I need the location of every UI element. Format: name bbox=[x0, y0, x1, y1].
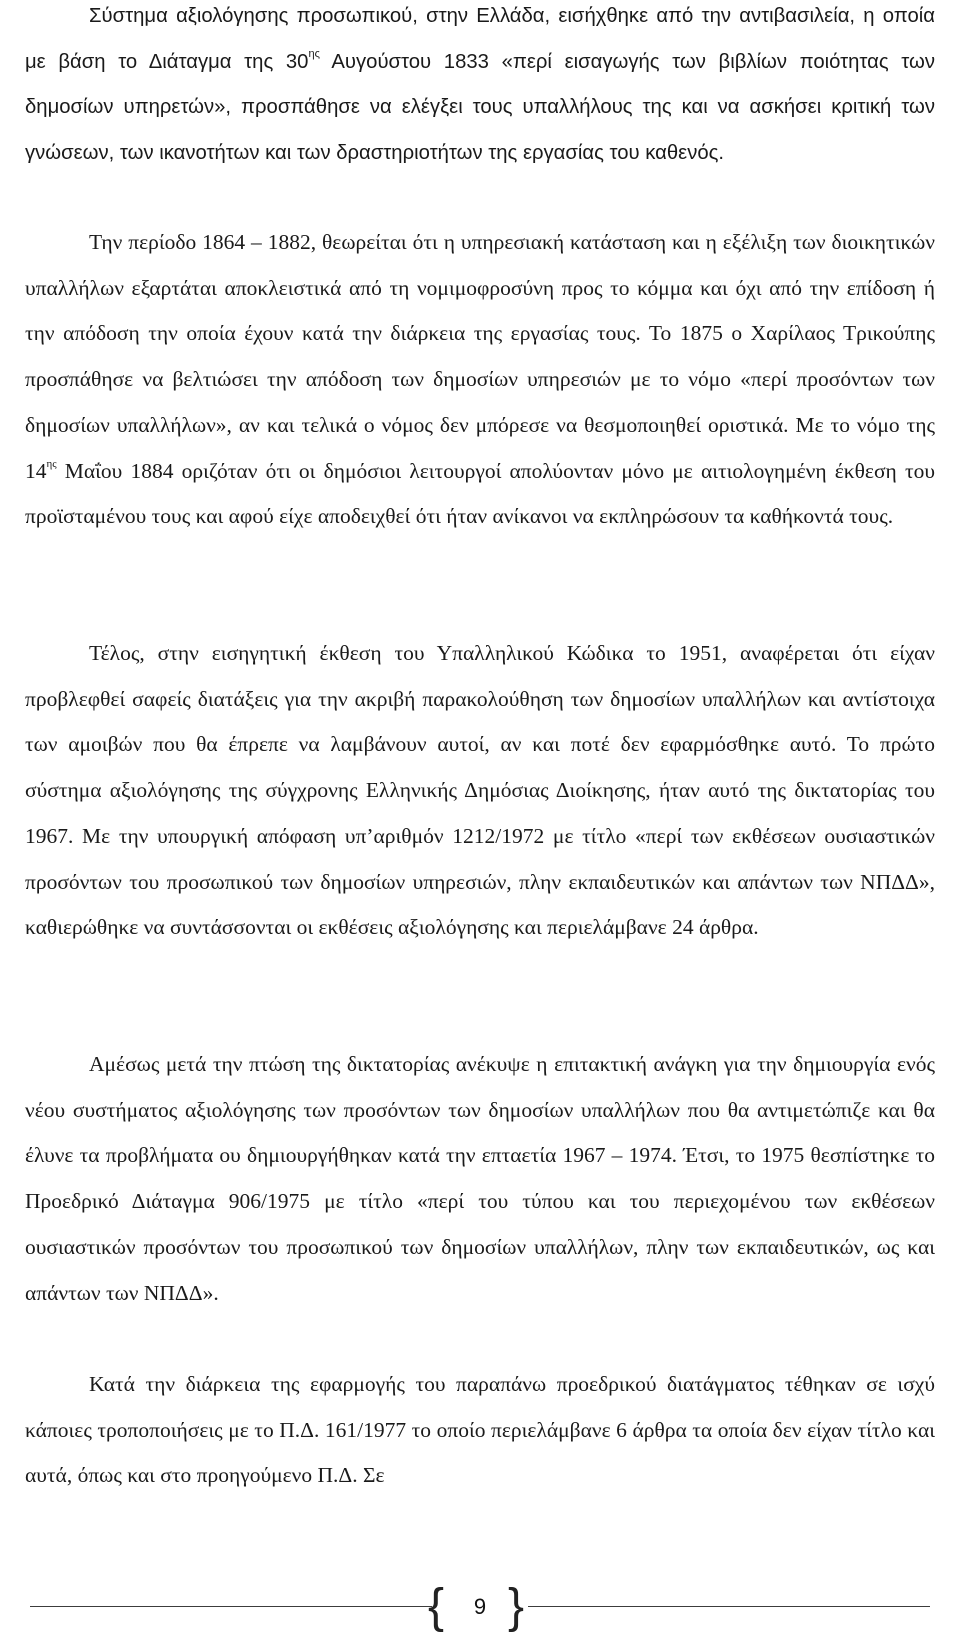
footer-left-bracket: { bbox=[428, 1580, 445, 1633]
paragraph-3: Τέλος, στην εισηγητική έκθεση του Υπαλληλικού Κώδικα το 1951, αναφέρεται ότι είχαν προβλεφθεί σαφείς διατάξεις για την ακριβή παρακολούθηση των δημοσίων υπαλλήλων και αντίστοιχα των αμοιβών που θα έπρεπε να λαμβάνουν αυτοί, αν και ποτέ δεν εφαρμόσθηκε αυτό. Το πρώτο σύστημα αξιολόγησης της σύγχρονης Ελληνικής Δημόσιας Διοίκησης, ήταν αυτό της δικτατορίας του 1967. Με την υπουργική απόφαση υπ’αριθμόν 1212/1972 με τίτλο «περί των εκθέσεων ουσιαστικών προσόντων του προσωπικού των δημοσίων υπηρεσιών, πλην εκπαιδευτικών και απάντων των ΝΠΔΔ», καθιερώθηκε να συντάσσονται οι εκθέσεις αξιολόγησης και περιελάμβανε 24 άρθρα. bbox=[25, 641, 935, 940]
paragraph-4: Αμέσως μετά την πτώση της δικτατορίας ανέκυψε η επιτακτική ανάγκη για την δημιουργία ενός νέου συστήματος αξιολόγησης των προσόντων των δημοσίων υπαλλήλων που θα αντιμετώπιζε και θα έλυνε τα προβλήματα ου δημιουργήθηκαν κατά την επταετία 1967 – 1974. Έτσι, το 1975 θεσπίστηκε το Προεδρικό Διάταγμα 906/1975 με τίτλο «περί του τύπου και του περιεχομένου των εκθέσεων ουσιαστικών προσόντων του προσωπικού των δημοσίων υπαλλήλων, πλην των εκπαιδευτικών, ως και απάντων των ΝΠΔΔ». bbox=[25, 1052, 935, 1305]
footer-rule-right bbox=[528, 1606, 930, 1607]
ordinal-superscript: ης bbox=[46, 457, 57, 470]
ordinal-superscript: ης bbox=[308, 47, 320, 60]
paragraph-2-text-b: Μαΐου 1884 οριζόταν ότι οι δημόσιοι λειτουργοί απολύονταν μόνο με αιτιολογημένη έκθεση του προϊσταμένου τους και αφού είχε αποδειχθεί ότι ήταν ανίκανοι να εκπληρώσουν τα καθήκοντά τους. bbox=[25, 458, 935, 529]
footer-right-bracket: } bbox=[508, 1580, 525, 1633]
page-footer bbox=[0, 1580, 960, 1633]
footer-rule-left bbox=[30, 1606, 432, 1607]
paragraph-1 bbox=[25, 0, 935, 177]
page-number: 9 bbox=[473, 1594, 487, 1619]
paragraph-1-text-a: Σύστημα αξιολόγησης προσωπικού, στην Ελλάδα, εισήχθηκε από την αντιβασιλεία, η οποία με βάση το Διάταγμα της 30 bbox=[25, 5, 935, 73]
paragraph-5: Κατά την διάρκεια της εφαρμογής του παραπάνω προεδρικού διατάγματος τέθηκαν σε ισχύ κάποιες τροποποιήσεις με το Π.Δ. 161/1977 το οποίο περιελάμβανε 6 άρθρα τα οποία δεν είχαν τίτλο και αυτά, όπως και στο προηγούμενο Π.Δ. Σε bbox=[25, 1372, 935, 1488]
paragraph-1-text-b: Αυγούστου 1833 «περί εισαγωγής των βιβλίων ποιότητας των δημοσίων υπηρετών», προσπάθησε να ελέγξει τους υπαλλήλους της και να ασκήσει κριτική των γνώσεων, των ικανοτήτων και των δραστηριοτήτων της εργασίας του καθενός. bbox=[25, 50, 935, 165]
paragraph-2-text-a: Την περίοδο 1864 – 1882, θεωρείται ότι η υπηρεσιακή κατάσταση και η εξέλιξη των διοικητικών υπαλλήλων εξαρτάται αποκλειστικά από τη νομιμοφροσύνη προς το κόμμα και όχι από την επίδοση ή την απόδοση την οποία έχουν κατά την διάρκεια της εργασίας τους. Το 1875 ο Χαρίλαος Τρικούπης προσπάθησε να βελτιώσει την απόδοση των δημοσίων υπηρεσιών με το νόμο «περί προσόντων των δημοσίων υπαλλήλων», αν και τελικά ο νόμος δεν μπόρεσε να θεσμοποιηθεί οριστικά. Με το νόμο της 14 bbox=[25, 230, 935, 483]
paragraph-2 bbox=[25, 220, 935, 540]
